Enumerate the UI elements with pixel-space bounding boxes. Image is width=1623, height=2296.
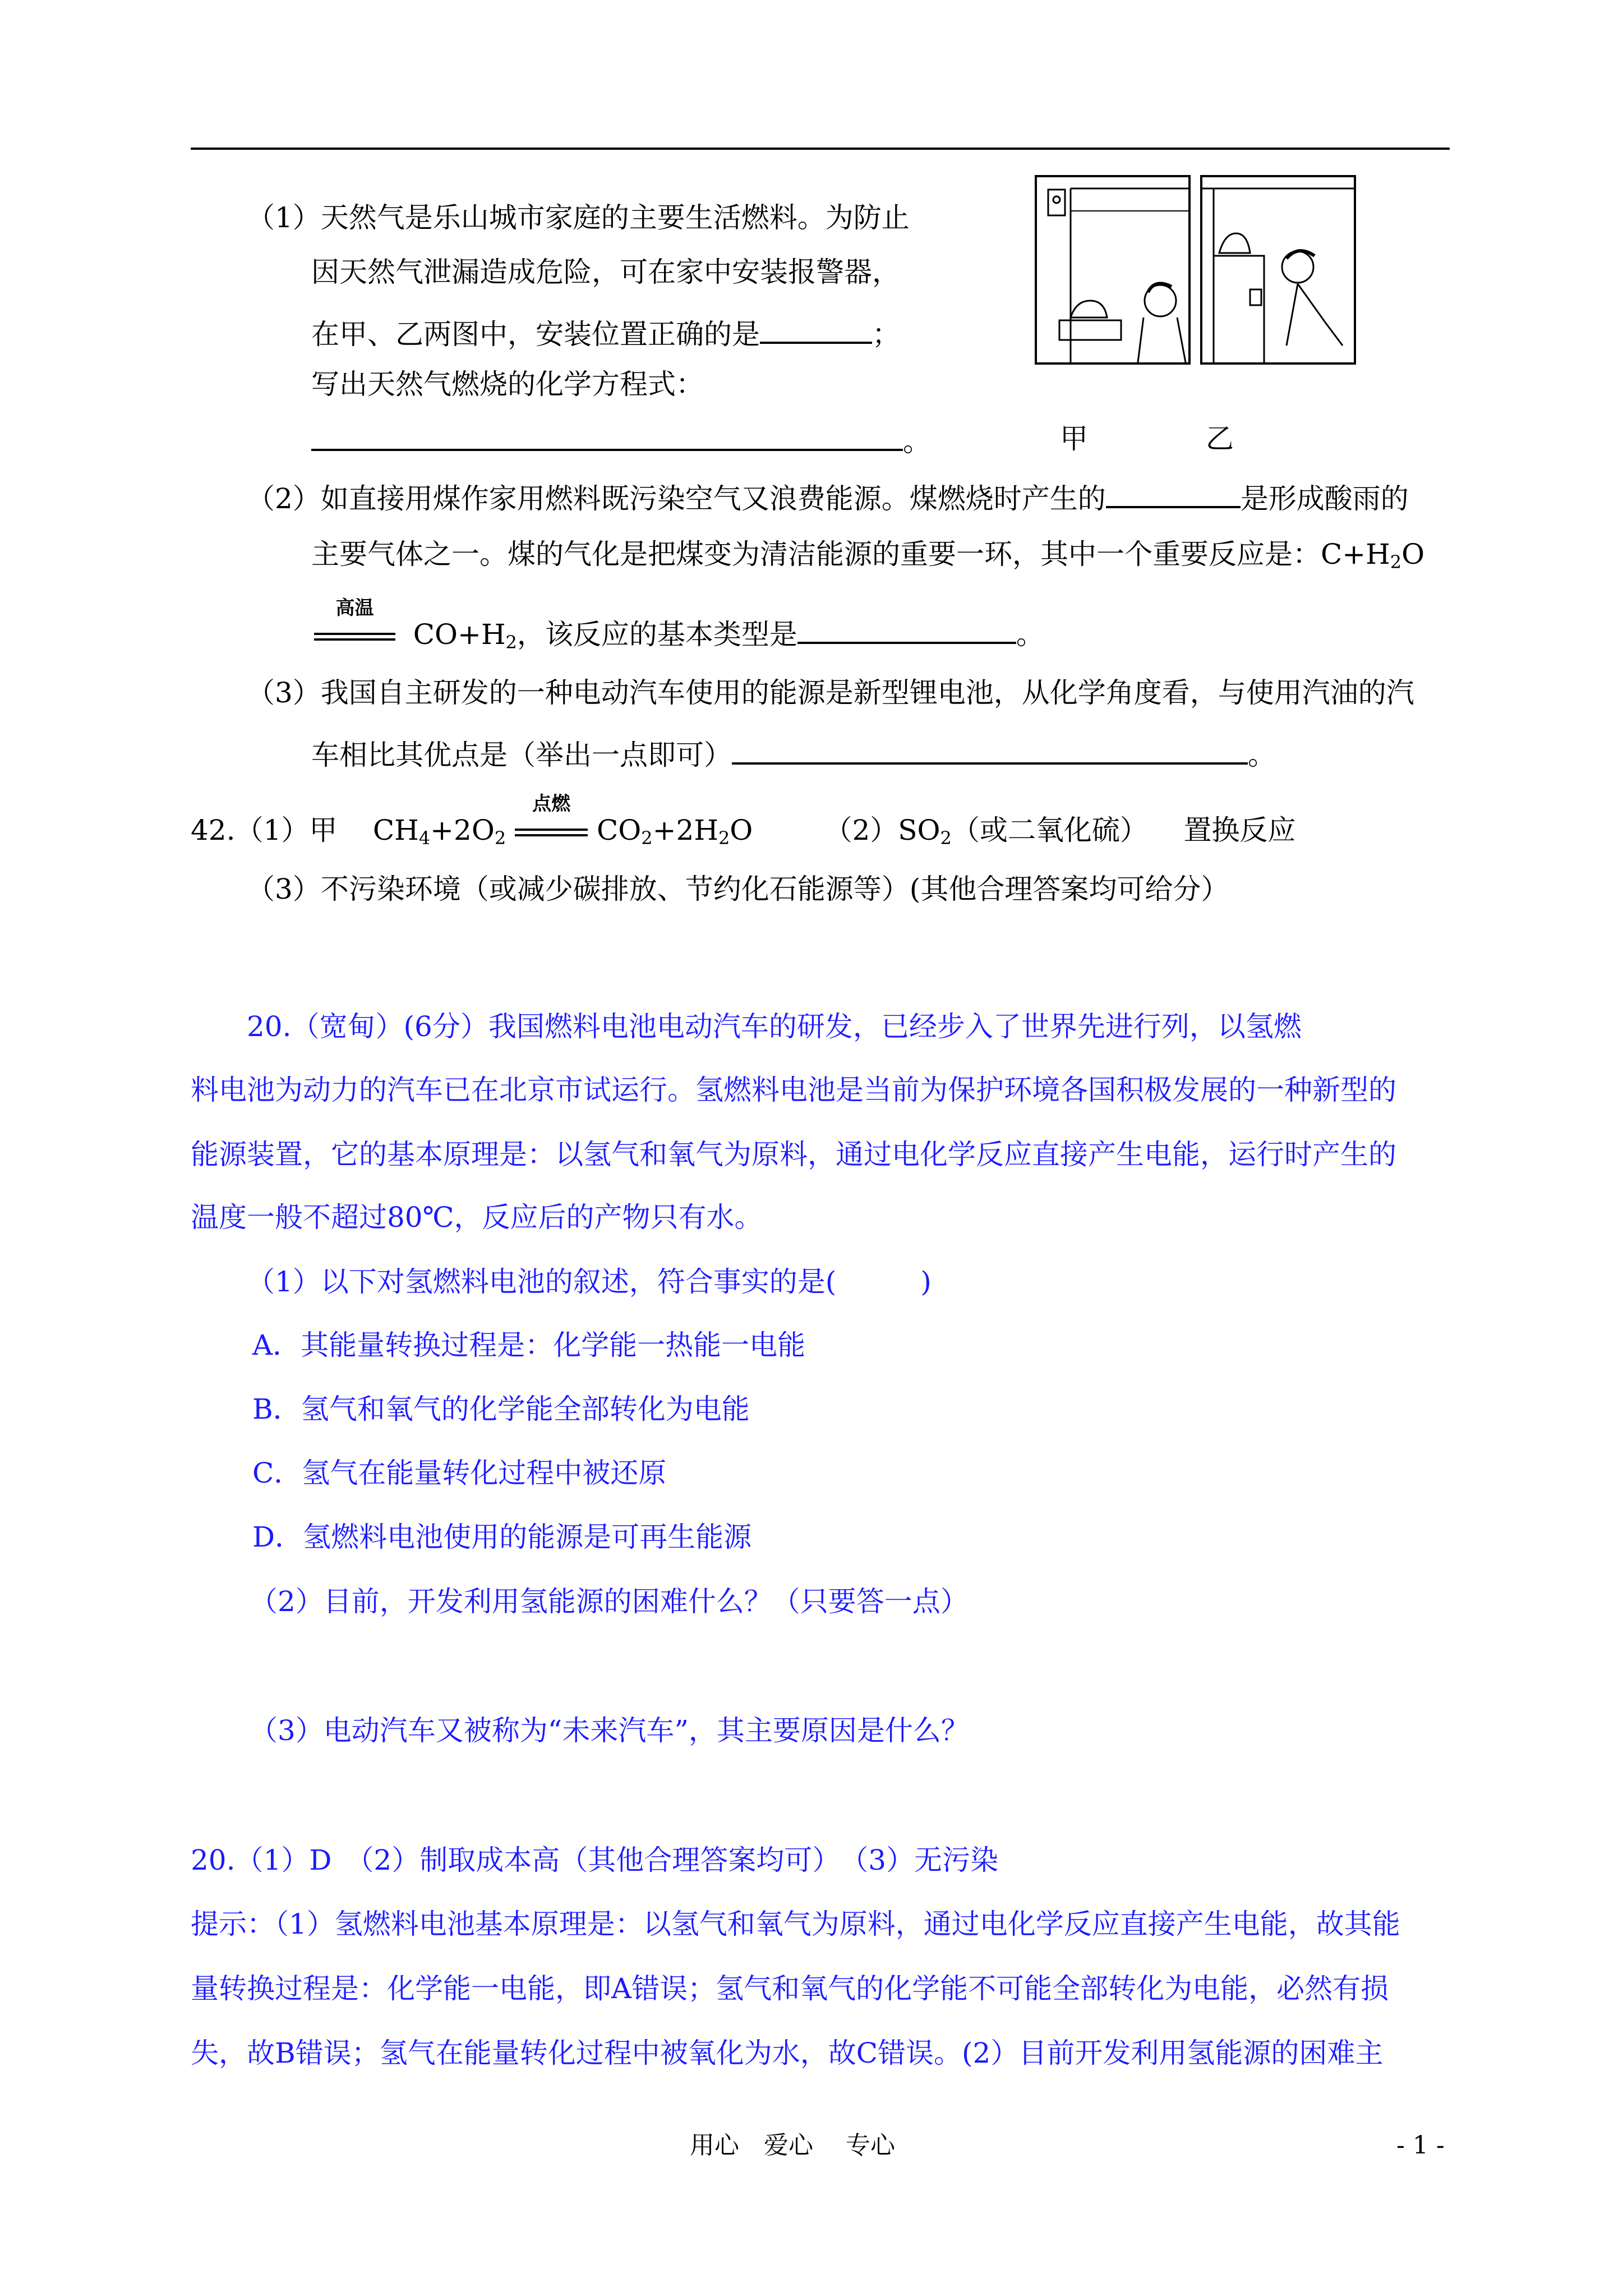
- q20-sub1: （1）以下对氢燃料电池的叙述，符合事实的是( ): [247, 1266, 932, 1298]
- q42-part2-line1-text: （2）如直接用煤作家用燃料既污染空气又浪费能源。煤燃烧时产生的: [247, 482, 1106, 515]
- figure-label-jia: 甲: [1060, 422, 1088, 455]
- kitchen-scene-jia-illustration: [1037, 177, 1188, 362]
- answer-42-part2: （2）SO: [824, 814, 940, 846]
- q42-part2-line3-end: 。: [1016, 618, 1044, 651]
- q42-part1-line4: 写出天然气燃烧的化学方程式：: [311, 368, 704, 401]
- equation-product-b: +2H: [652, 814, 718, 846]
- reaction-arrow-high-temp: [314, 597, 395, 651]
- figure-jia: [1035, 175, 1191, 365]
- reaction-arrow-ignite: [515, 793, 588, 847]
- q42-part1-line3-end: ；: [872, 318, 900, 351]
- q20-option-c: C．氢气在能量转化过程中被还原: [252, 1457, 667, 1489]
- q20-stem-line4: 温度一般不超过80℃，反应后的产物只有水。: [191, 1201, 763, 1234]
- q20-option-d: D．氢燃料电池使用的能源是可再生能源: [252, 1521, 752, 1553]
- footer-motto: 用心 爱心 专心: [690, 2131, 895, 2160]
- answer-20-hint-line3: 失，故B错误；氢气在能量转化过程中被氧化为水，故C错误。(2）目前开发利用氢能源的困难主: [191, 2037, 1384, 2069]
- equation-product: CO: [597, 814, 642, 846]
- kettle-icon: [1219, 233, 1250, 253]
- answer-blank-equation: [311, 424, 903, 451]
- alarm-icon: [1250, 289, 1261, 305]
- q42-part1-line2: 因天然气泄漏造成危险，可在家中安装报警器，: [311, 256, 900, 288]
- reaction-condition: 点燃: [532, 793, 571, 815]
- equation-reactant: CH: [372, 814, 419, 846]
- q42-part2-line1-end: 是形成酸雨的: [1240, 482, 1409, 515]
- q42-part1-line3-text: 在甲、乙两图中，安装位置正确的是: [311, 318, 760, 351]
- q20-option-b: B．氢气和氧气的化学能全部转化为电能: [252, 1393, 750, 1425]
- answer-42-part1: 42.（1）甲: [191, 814, 338, 846]
- answer-42-reaction-type: 置换反应: [1183, 814, 1296, 846]
- answer-42-part2-note: （或二氧化硫）: [951, 814, 1148, 846]
- subscript: 2: [1390, 551, 1402, 573]
- q42-part3-line2: [311, 738, 1276, 772]
- answer-blank-advantage: [732, 738, 1248, 765]
- q20-sub2: （2）目前，开发利用氢能源的困难什么？（只要答一点）: [250, 1585, 969, 1618]
- answer-20-hint-line1: 提示：（1）氢燃料电池基本原理是：以氢气和氧气为原料，通过电化学反应直接产生电能，故其能: [191, 1908, 1400, 1940]
- answer-blank-gas: [1106, 481, 1241, 508]
- equation-product-c: O: [730, 814, 753, 846]
- answer-20-line1: 20.（1）D （2）制取成本高（其他合理答案均可） （3）无污染: [191, 1844, 999, 1876]
- q20-option-a: A．其能量转换过程是：化学能一热能一电能: [252, 1329, 806, 1361]
- answer-42-line2: （3）不污染环境（或减少碳排放、节约化石能源等）(其他合理答案均可给分）: [247, 873, 1229, 905]
- equation-reactant-b: +2O: [430, 814, 495, 846]
- q42-part2-line1: [247, 481, 1409, 516]
- answer-42-line1: [191, 793, 1296, 849]
- header-rule: [191, 148, 1450, 150]
- kitchen-scene-yi-illustration: [1202, 177, 1354, 362]
- q42-part1-line1: （1）天然气是乐山城市家庭的主要生活燃料。为防止: [247, 201, 910, 234]
- figure-label-yi: 乙: [1206, 422, 1234, 455]
- q42-part2-line2-text: 主要气体之一。煤的气化是把煤变为清洁能源的重要一环，其中一个重要反应是：C+H: [311, 538, 1390, 570]
- q42-part2-line3-text: ，该反应的基本类型是: [517, 618, 797, 651]
- page-number: - 1 -: [1396, 2131, 1445, 2160]
- reaction-condition: 高温: [335, 597, 374, 619]
- subscript: 2: [505, 632, 517, 653]
- q20-stem-line2: 料电池为动力的汽车已在北京市试运行。氢燃料电池是当前为保护环境各国积极发展的一种新型的: [191, 1074, 1396, 1106]
- kettle-icon: [1071, 301, 1107, 318]
- q42-part3-line2-text: 车相比其优点是（举出一点即可）: [311, 739, 732, 771]
- subscript: 2: [494, 827, 506, 849]
- q42-part3-line1: （3）我国自主研发的一种电动汽车使用的能源是新型锂电池，从化学角度看，与使用汽油的汽: [247, 677, 1414, 709]
- subscript: 2: [940, 827, 952, 849]
- q20-stem-line1: 20.（宽甸）(6分）我国燃料电池电动汽车的研发，已经步入了世界先进行列，以氢燃: [247, 1010, 1302, 1043]
- subscript: 2: [718, 827, 730, 849]
- q42-part2-product: CO+H: [413, 618, 506, 651]
- q42-part2-line2: [311, 537, 1424, 571]
- q42-part1-line5-end: 。: [903, 425, 931, 458]
- q42-part2-line3: [314, 597, 1044, 653]
- q42-part1-line3: [311, 317, 900, 351]
- stove-icon: [1059, 320, 1121, 340]
- answer-20-hint-line2: 量转换过程是：化学能一电能，即A错误；氢气和氧气的化学能不可能全部转化为电能，必然有损: [191, 1972, 1389, 2005]
- subscript: 2: [641, 827, 653, 849]
- q42-part3-line2-end: 。: [1248, 739, 1276, 771]
- subscript: 4: [418, 827, 431, 849]
- q20-stem-line3: 能源装置，它的基本原理是：以氢气和氧气为原料，通过电化学反应直接产生电能，运行时产生的: [191, 1138, 1396, 1171]
- figure-yi: [1200, 175, 1356, 365]
- answer-blank-position: [760, 317, 872, 344]
- q20-sub3: （3）电动汽车又被称为“未来汽车”，其主要原因是什么？: [250, 1714, 969, 1747]
- q42-part2-line2-end: O: [1401, 538, 1425, 570]
- cabinet-icon: [1214, 256, 1264, 362]
- answer-blank-reaction-type: [797, 617, 1016, 644]
- q42-part1-line5: [311, 424, 931, 458]
